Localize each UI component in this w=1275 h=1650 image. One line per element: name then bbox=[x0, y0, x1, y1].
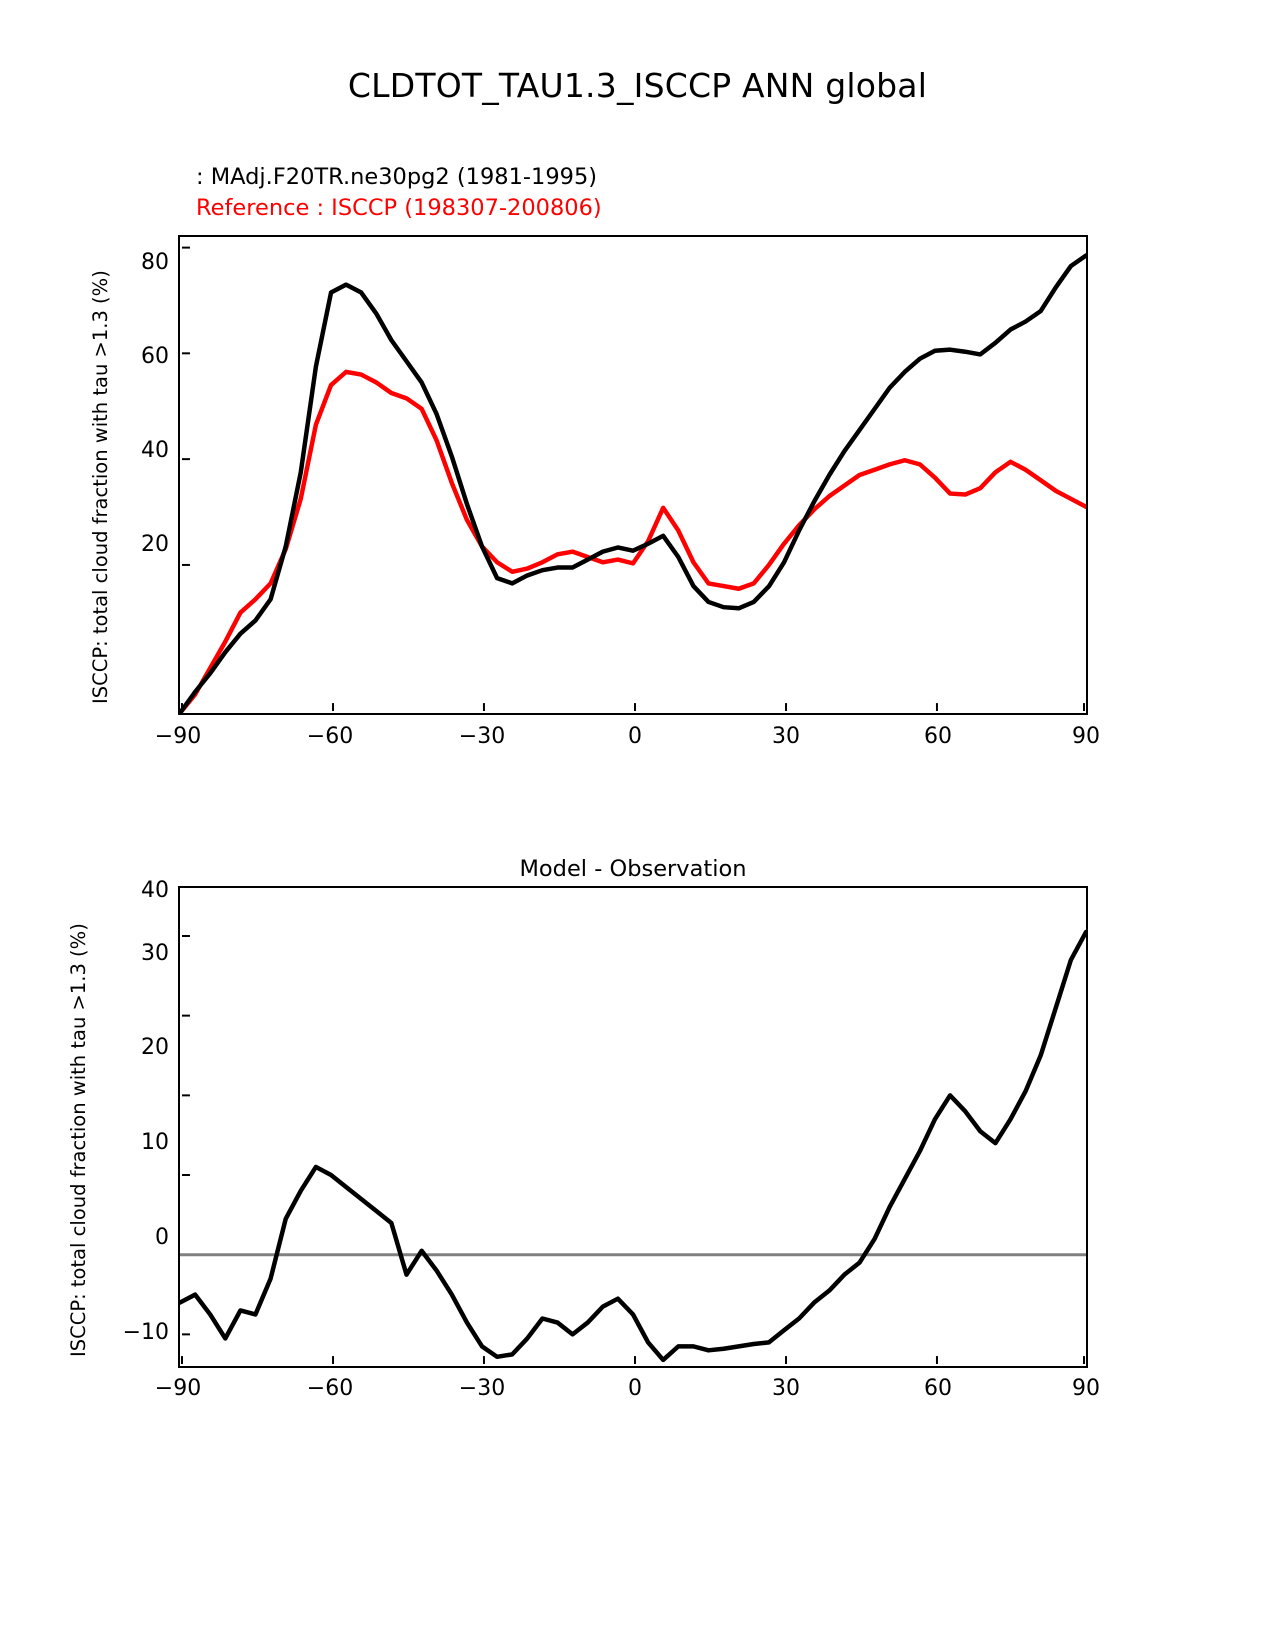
top-y-tick-labels bbox=[95, 235, 169, 715]
top-xtick-0: 0 bbox=[628, 724, 642, 749]
bottom-xtick-minus60: −60 bbox=[306, 1376, 354, 1401]
bottom-y-tick-labels bbox=[95, 878, 169, 1368]
legend-item-model: : MAdj.F20TR.ne30pg2 (1981-1995) bbox=[196, 164, 598, 190]
top-ytick-80: 80 bbox=[141, 250, 169, 275]
top-xtick-minus60: −60 bbox=[306, 724, 354, 749]
bottom-xtick-90: 90 bbox=[1072, 1376, 1100, 1401]
bottom-ytick-0: 0 bbox=[155, 1225, 169, 1250]
bottom-xtick-minus30: −30 bbox=[458, 1376, 506, 1401]
bottom-ytick-10: 10 bbox=[141, 1130, 169, 1155]
top-xtick-60: 60 bbox=[924, 724, 952, 749]
series-model-line bbox=[180, 256, 1086, 713]
bottom-ytick-40: 40 bbox=[141, 878, 169, 903]
top-plot-svg bbox=[180, 237, 1086, 713]
series-difference-line bbox=[180, 932, 1086, 1360]
top-xtick-minus30: −30 bbox=[458, 724, 506, 749]
top-ytick-20: 20 bbox=[141, 532, 169, 557]
bottom-xtick-minus90: −90 bbox=[154, 1376, 202, 1401]
bottom-axis-ticks bbox=[182, 936, 1084, 1364]
bottom-xtick-0: 0 bbox=[628, 1376, 642, 1401]
bottom-xtick-30: 30 bbox=[772, 1376, 800, 1401]
top-axis-ticks bbox=[182, 248, 1084, 711]
bottom-panel-subtitle: Model - Observation bbox=[519, 856, 747, 882]
bottom-plot-panel bbox=[178, 886, 1088, 1368]
top-xtick-30: 30 bbox=[772, 724, 800, 749]
bottom-xtick-60: 60 bbox=[924, 1376, 952, 1401]
bottom-ytick-minus10: −10 bbox=[122, 1320, 169, 1345]
legend-item-reference: Reference : ISCCP (198307-200806) bbox=[196, 195, 602, 221]
bottom-ytick-20: 20 bbox=[141, 1035, 169, 1060]
bottom-plot-svg bbox=[180, 888, 1086, 1366]
top-xtick-90: 90 bbox=[1072, 724, 1100, 749]
series-reference-line bbox=[180, 372, 1086, 713]
top-ytick-40: 40 bbox=[141, 438, 169, 463]
top-x-tick-labels bbox=[154, 722, 1100, 752]
legend bbox=[196, 162, 602, 224]
top-xtick-minus90: −90 bbox=[154, 724, 202, 749]
top-axis-ylabel: ISCCP: total cloud fraction with tau >1.3 (%) bbox=[89, 270, 112, 704]
bottom-x-tick-labels bbox=[154, 1374, 1100, 1404]
top-plot-panel bbox=[178, 235, 1088, 715]
top-ytick-60: 60 bbox=[141, 344, 169, 369]
bottom-axis-ylabel: ISCCP: total cloud fraction with tau >1.3 (%) bbox=[67, 923, 90, 1357]
page-title: CLDTOT_TAU1.3_ISCCP ANN global bbox=[347, 66, 928, 105]
bottom-ytick-30: 30 bbox=[141, 941, 169, 966]
